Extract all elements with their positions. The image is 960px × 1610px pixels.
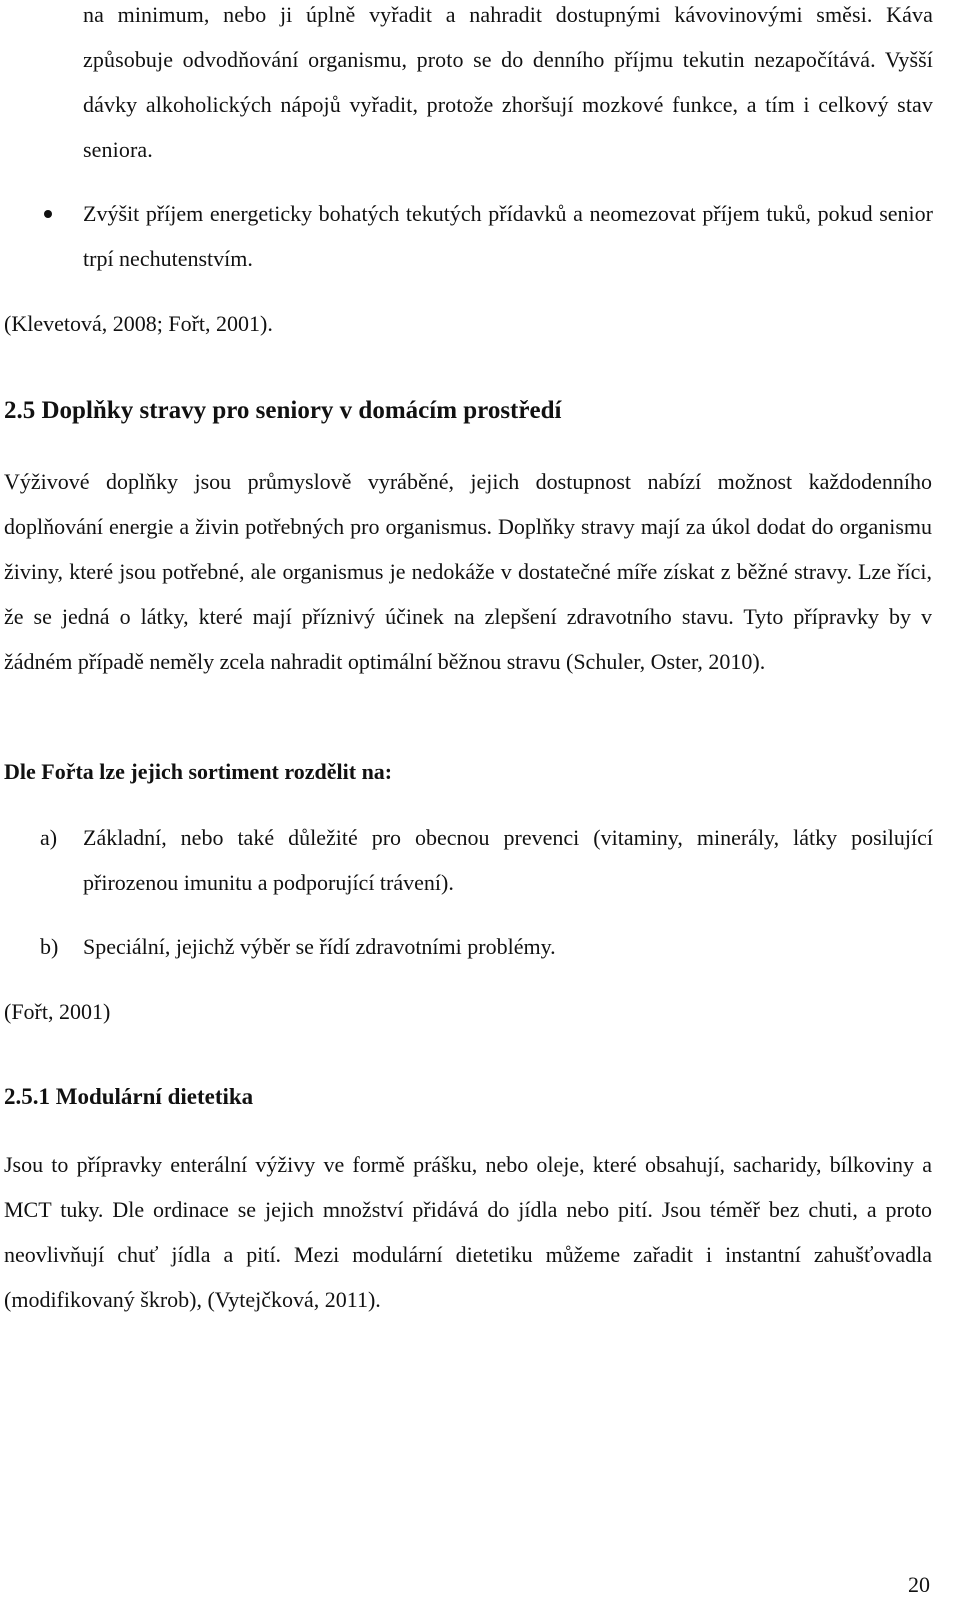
page-number: 20 xyxy=(908,1572,930,1597)
sortiment-heading: Dle Fořta lze jejich sortiment rozdělit na: xyxy=(4,759,393,784)
subsection-heading: 2.5.1 Modulární dietetika xyxy=(4,1084,254,1109)
section-paragraph: Výživové doplňky jsou průmyslově vyráběné, jejich dostupnost nabízí možnost každodenního doplňování energie a živin potřebných pro organismus. Doplňky stravy mají za úkol dodat do organismu živiny, které jsou potřebné, ale organismus je nedokáže v dostatečné míře získat z běžné stravy. Lze říci, že se jedná o látky, které mají příznivý účinek na zlepšení zdravotního stavu. Tyto přípravky by v žádném případě neměly zcela nahradit optimální běžnou stravu (Schuler, Oster, 2010). xyxy=(4,469,932,674)
list-marker: a) xyxy=(40,825,58,850)
section-heading: 2.5 Doplňky stravy pro seniory v domácím prostředí xyxy=(4,397,562,424)
bullet-text: Zvýšit příjem energeticky bohatých tekutých přídavků a neomezovat příjem tuků, pokud senior trpí nechutenstvím. xyxy=(83,201,933,271)
bullet-dot-icon xyxy=(44,210,52,218)
intro-paragraph: na minimum, nebo ji úplně vyřadit a nahradit dostupnými kávovinovými směsi. Káva způsobuje odvodňování organismu, proto se do denního příjmu tekutin nezapočítává. Vyšší dávky alkoholických nápojů vyřadit, protože zhoršují mozkové funkce, a tím i celkový stav seniora. xyxy=(83,2,933,162)
subsection-paragraph: Jsou to přípravky enterální výživy ve formě prášku, nebo oleje, které obsahují, sacharidy, bílkoviny a MCT tuky. Dle ordinace se jejich množství přidává do jídla nebo pití. Jsou téměř bez chuti, a proto neovlivňují chuť jídla a pití. Mezi modulární dietetiku můžeme zařadit i instantní zahušťovadla (modifikovaný škrob), (Vytejčková, 2011). xyxy=(4,1152,932,1312)
list-text: Základní, nebo také důležité pro obecnou prevenci (vitaminy, minerály, látky posilující přirozenou imunitu a podporující trávení). xyxy=(83,825,933,895)
list-text: Speciální, jejichž výběr se řídí zdravotními problémy. xyxy=(83,934,556,959)
citation-klevetova: (Klevetová, 2008; Fořt, 2001). xyxy=(4,311,273,336)
citation-fort: (Fořt, 2001) xyxy=(4,999,111,1024)
list-marker: b) xyxy=(40,934,59,959)
